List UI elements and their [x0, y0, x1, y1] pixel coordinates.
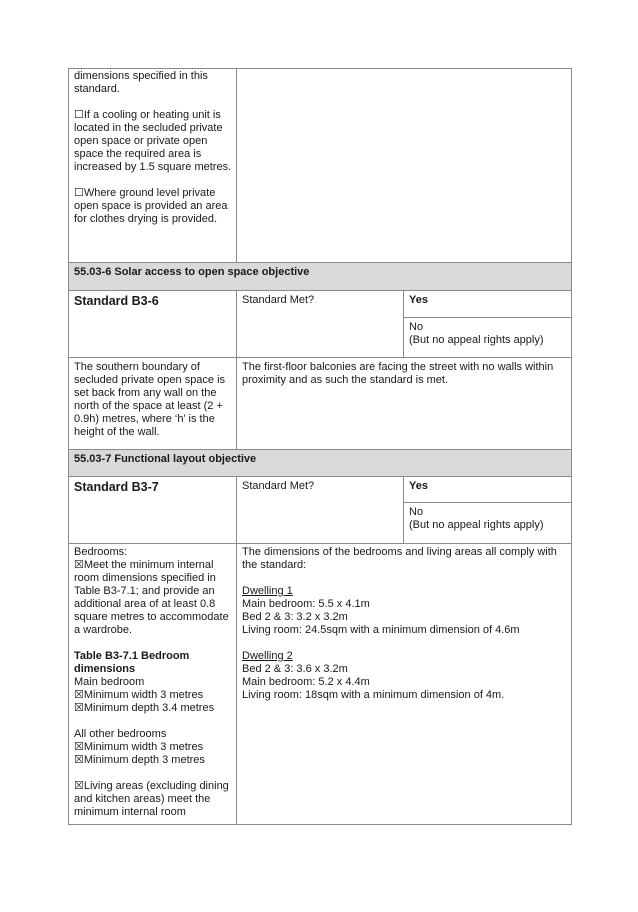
checkbox-checked-icon: ☒: [74, 689, 84, 701]
standard-label: Standard B3-7: [74, 480, 159, 494]
checkbox-item: ☒Meet the minimum internal room dimensions specified in Table B3-7.1; and provide an additional area of at least 0.8 square metres to accommodate a wardrobe.: [74, 559, 229, 636]
continuation-text: dimensions specified in this standard.: [74, 70, 208, 95]
dwelling-line: Living room: 18sqm with a minimum dimension of 4m.: [242, 689, 505, 701]
assessment-text: The first-floor balconies are facing the street with no walls within proximity and as such the standard is met.: [242, 361, 554, 386]
checkbox-item: ☒Minimum depth 3.4 metres: [74, 702, 215, 714]
main-bedroom-label: Main bedroom: [74, 676, 145, 688]
option-no[interactable]: No (But no appeal rights apply): [404, 318, 571, 358]
option-no-note: (But no appeal rights apply): [409, 334, 544, 346]
checkbox-checked-icon: ☒: [74, 559, 84, 571]
checkbox-checked-icon: ☒: [74, 780, 84, 792]
checkbox-checked-icon: ☒: [74, 702, 84, 714]
dwelling-line: Main bedroom: 5.5 x 4.1m: [242, 598, 370, 610]
checkbox-item: ☒Living areas (excluding dining and kitchen areas) meet the minimum internal room: [74, 780, 229, 818]
section-heading: 55.03-7 Functional layout objective: [69, 450, 571, 477]
dwelling-title: Dwelling 2: [242, 650, 293, 662]
option-no[interactable]: No (But no appeal rights apply): [404, 503, 571, 544]
checkbox-checked-icon: ☒: [74, 741, 84, 753]
table-title: Table B3-7.1 Bedroom dimensions: [74, 650, 190, 675]
dwelling-line: Bed 2 & 3: 3.6 x 3.2m: [242, 663, 348, 675]
dwelling-line: Living room: 24.5sqm with a minimum dimension of 4.6m: [242, 624, 520, 636]
bedrooms-label: Bedrooms:: [74, 546, 128, 558]
option-yes[interactable]: Yes: [409, 294, 428, 306]
checkbox-checked-icon: ☒: [74, 754, 84, 766]
checkbox-unchecked-icon: ☐: [74, 187, 84, 199]
standard-met-label: Standard Met?: [242, 294, 315, 306]
checkbox-item: ☒Minimum width 3 metres: [74, 689, 204, 701]
assessment-table: [68, 68, 572, 825]
dwelling-line: Bed 2 & 3: 3.2 x 3.2m: [242, 611, 348, 623]
dwelling-line: Main bedroom: 5.2 x 4.4m: [242, 676, 370, 688]
option-yes[interactable]: Yes: [409, 480, 428, 492]
checkbox-item: ☐If a cooling or heating unit is located in the secluded private open space or private open space the required area is increased by 1.5 square metres.: [74, 109, 232, 173]
checkbox-item: ☒Minimum depth 3 metres: [74, 754, 205, 766]
other-bedrooms-label: All other bedrooms: [74, 728, 167, 740]
checkbox-item: ☒Minimum width 3 metres: [74, 741, 204, 753]
continuation-assessment-cell: [237, 69, 571, 263]
continuation-requirement-cell: [69, 69, 237, 263]
dwelling-title: Dwelling 1: [242, 585, 293, 597]
requirement-text: The southern boundary of secluded private open space is set back from any wall on the north of the space at least (2 + 0.9h) metres, where ‘h’ is the height of the wall.: [74, 361, 226, 438]
option-no-note: (But no appeal rights apply): [409, 519, 544, 531]
checkbox-item: ☐Where ground level private open space is provided an area for clothes drying is provided.: [74, 187, 228, 225]
requirement-cell: [69, 544, 237, 824]
standard-met-label: Standard Met?: [242, 480, 315, 492]
standard-label: Standard B3-6: [74, 294, 159, 308]
checkbox-unchecked-icon: ☐: [74, 109, 84, 121]
assessment-cell: [237, 544, 571, 824]
assessment-intro: The dimensions of the bedrooms and living areas all comply with the standard:: [242, 546, 557, 571]
section-heading: 55.03-6 Solar access to open space objective: [69, 263, 571, 291]
